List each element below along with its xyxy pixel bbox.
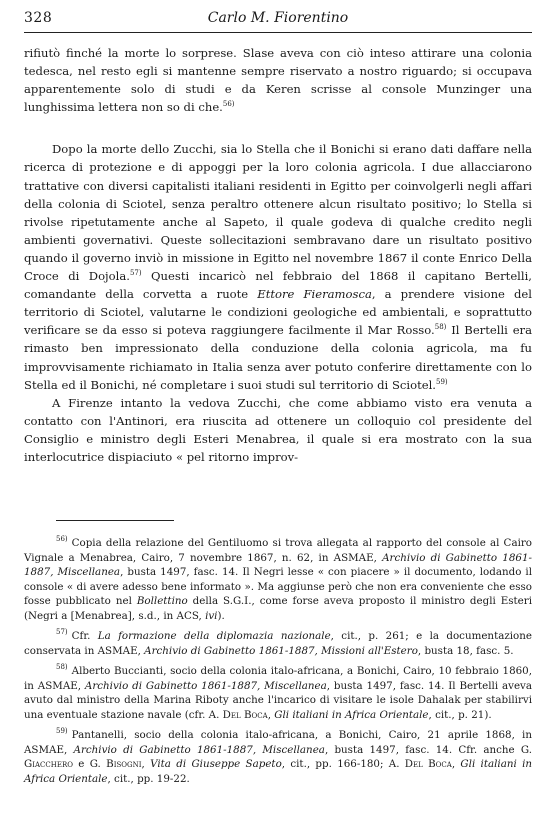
footnote-ref-58: 58) [434,323,447,332]
paragraph-stella-bonichi: Dopo la morte dello Zucchi, sia lo Stella che il Bonichi si erano dati daffare nella ricerca di protezione e di appoggi per la loro colonia agricola. I due allacciarono trattative con diversi capitalisti italiani residenti in Egitto per coinvolgerli negli affari della colonia di Sciotel, senza peraltro ottenere alcun risultato positivo; lo Stella si rivolse ripetutamente anche al Sapeto, il quale godeva di qualche credito negli ambienti governativi. Queste sollecitazioni sembravano dare un risultato positivo quando il governo inviò in missione in Egitto nel novembre 1867 il conte Enrico Della Croce di Dojola.$^{57)}$ Questi incaricò nel febbraio del 1868 il capitano Bertelli, comandante della corvetta a ruote Ettore Fieramosca, a prendere visione del territorio di Sciotel, valutarne le condizioni geologiche ed ambientali, e soprattutto verificare se da esso si poteva raggiungere facilmente il Mar Rosso.$^{58)}$ Il Bertelli era rimasto ben impressionato della conduzione della colonia agricola, ma fu improvvisamente richiamato in Italia senza aver potuto conferire direttamente con lo Stella ed il Bonichi, né completare i suoi studi sul territorio di Sciotel.$^{59)}$ [24,142,533,392]
paragraph-continuation: rifiutò finché la morte lo sorprese. Slase aveva con ciò inteso attirare una colonia tedesca, nel resto egli si mantenne sempre riservato a nostro riguardo; si occupava apparentemente solo di studi e da Keren scrisse al console Munzinger una lunghissima lettera non so di che.$^{56)}$ [24,46,532,115]
footnote-marker: 56) [56,535,68,543]
page-header [24,10,532,33]
paragraph-firenze: A Firenze intanto la vedova Zucchi, che come abbiamo visto era venuta a contatto con l'Antinori, era riuscita ad ottenere un colloquio col presidente del Consiglio e ministro degli Esteri Menabrea, il quale si era mostrato con la sua interlocutrice dispiaciuto « pel ritorno improv- [24,395,532,464]
footnote-ref-57: 57) [129,269,142,278]
ship-name: Ettore Fieramosca [257,287,372,302]
footnote-marker: 59) [56,727,68,735]
footnote-ref-59: 59) [436,377,448,386]
footnote-marker: 58) [56,663,68,671]
footnote-57: $^{57)}$ Cfr. La formazione della diplomazia nazionale, cit., p. 261; e la documentazione conservata in ASMAE, Archivio di Gabinetto 1861-1887, Missioni all'Estero, busta 18, fasc. 5. [24,628,532,657]
footnote-ref-56: 56) [222,100,235,109]
paragraph-gap [24,116,532,140]
footnote-rule [56,520,174,521]
page-number: 328 [24,10,53,26]
footnote-marker: 57) [56,628,68,636]
running-head: Carlo M. Fiorentino [207,10,349,26]
footnotes [24,536,532,792]
body-text [24,44,532,466]
footnote-58: $^{58)}$ Alberto Buccianti, socio della colonia italo-africana, a Bonichi, Cairo, 10 febbraio 1860, in ASMAE, Archivio di Gabinetto 1861-1887, Miscellanea, busta 1497, fasc. 14. Il Bertelli aveva avuto dal ministro della Marina Riboty anche l'incarico di visitare le isole Dahalak per stabilirvi una eventuale stazione navale (cfr. A. Del Boca, Gli italiani in Africa Orientale, cit., p. 21). [24,663,532,721]
footnote-59: $^{59)}$ Pantanelli, socio della colonia italo-africana, a Bonichi, Cairo, 21 aprile 1868, in ASMAE, Archivio di Gabinetto 1861-1887, Miscellanea, busta 1497, fasc. 14. Cfr. anche G. Giacchero e G. Bisogni, Vita di Giuseppe Sapeto, cit., pp. 166-180; A. Del Boca, Gli italiani in Africa Orientale, cit., pp. 19-22. [24,727,533,785]
footnote-56: $^{56)}$ Copia della relazione del Gentiluomo si trova allegata al rapporto del console al Cairo Vignale a Menabrea, Cairo, 7 novembre 1867, n. 62, in ASMAE, Archivio di Gabinetto 1861-1887, Miscellanea, busta 1497, fasc. 14. Il Negri lesse « con piacere » il documento, lodando il console « di avere adesso bene informato ». Ma aggiunse però che non era conveniente che esso fosse pubblicato nel Bollettino della S.G.I., come forse aveva proposto il ministro degli Esteri (Negri a [Menabrea], s.d., in ACS, ivi). [24,535,533,622]
